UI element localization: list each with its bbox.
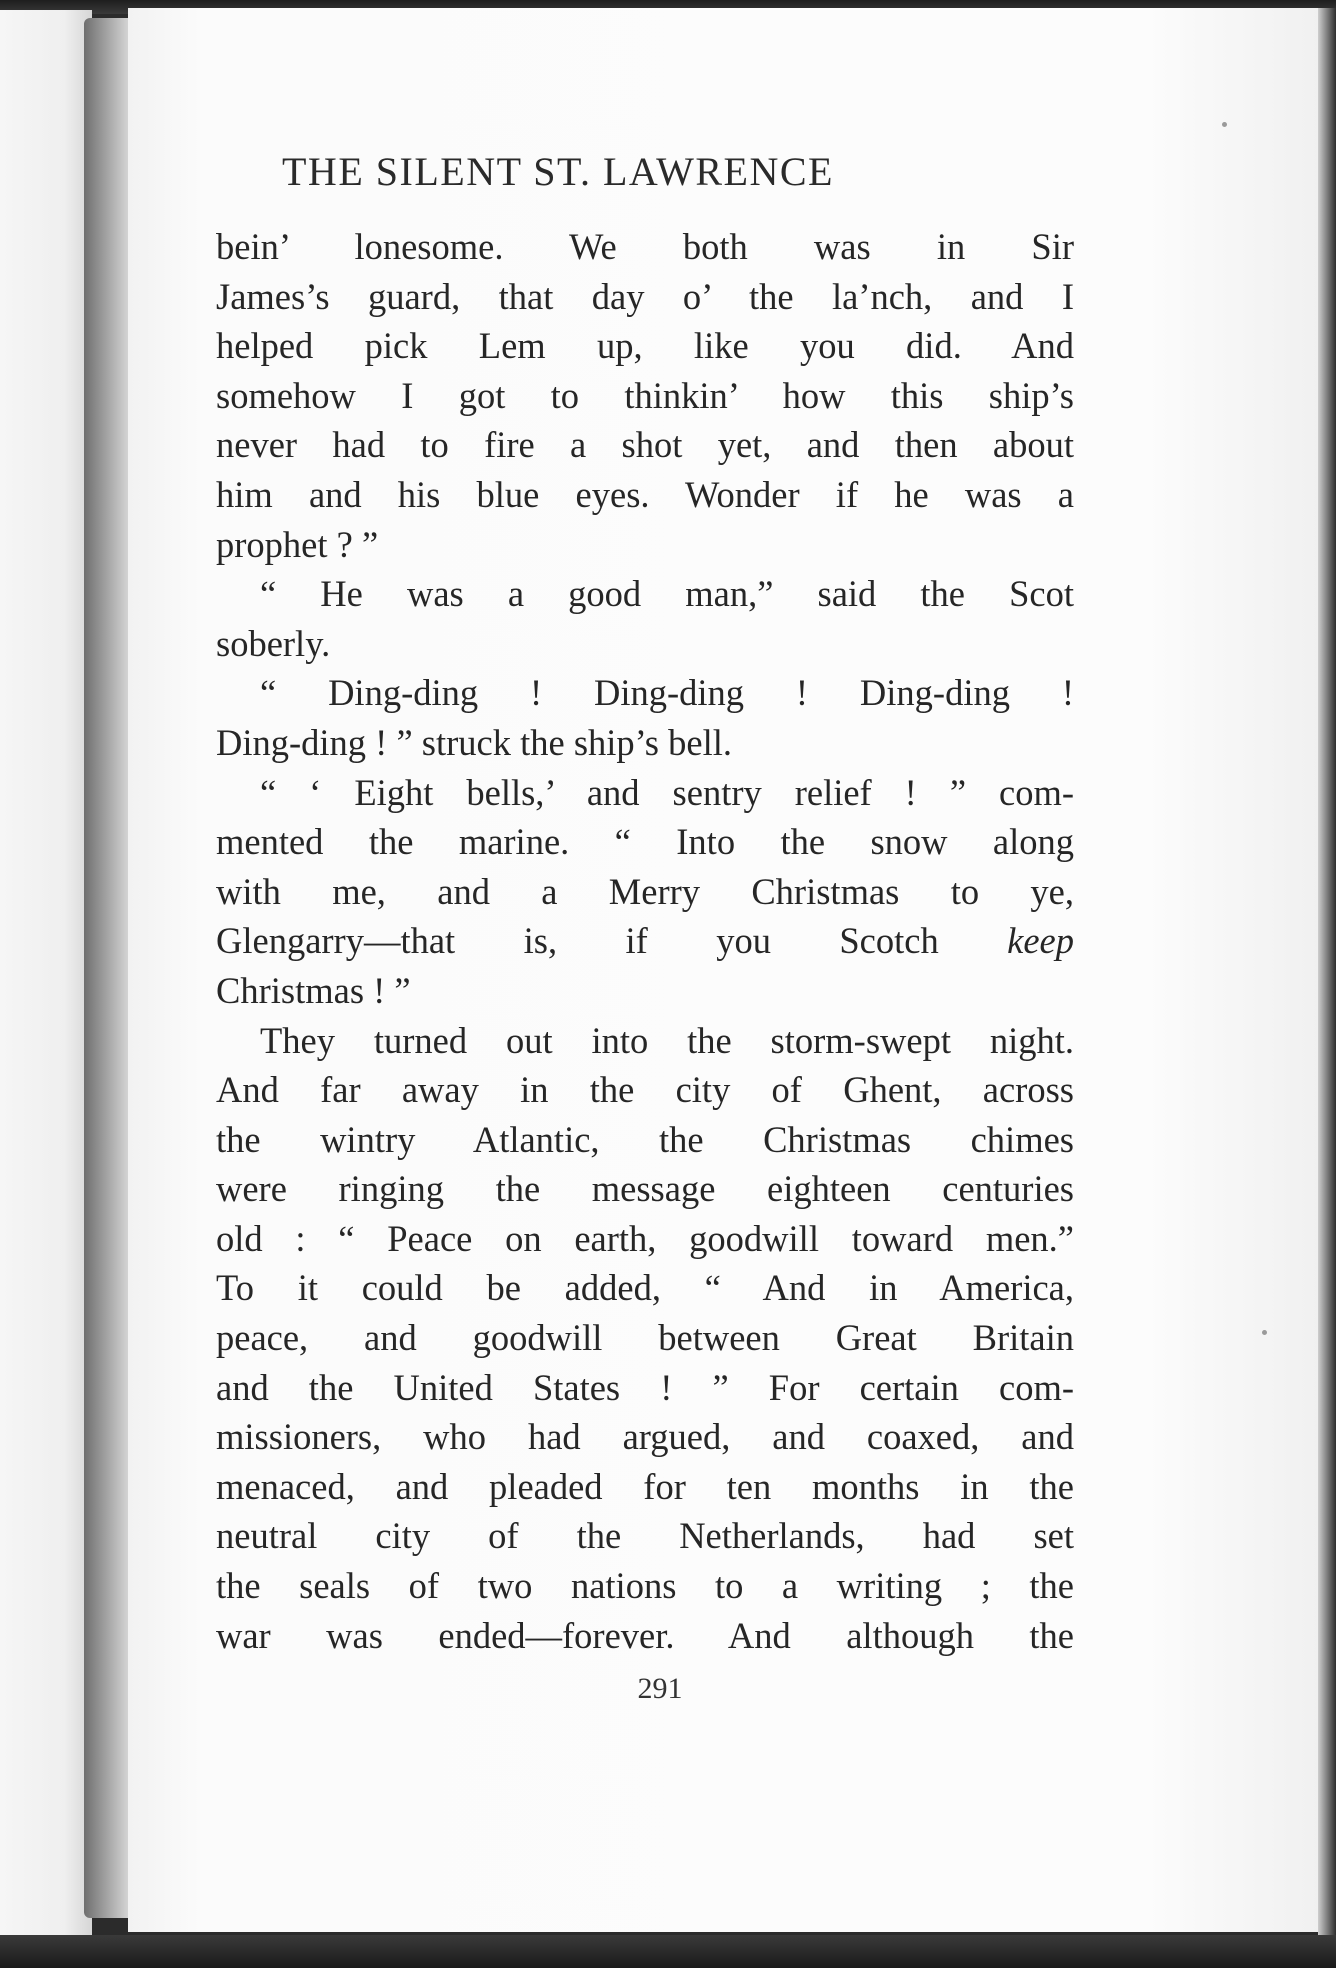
text-line: “ He was a good man,” said the Scot bbox=[260, 573, 1074, 615]
text-line: with me, and a Merry Christmas to ye, bbox=[216, 870, 1074, 912]
facing-page-edge bbox=[0, 10, 92, 1935]
text-line: the seals of two nations to a writing ; the bbox=[216, 1565, 1074, 1607]
paper-speck bbox=[1262, 1330, 1267, 1335]
text-line: helped pick Lem up, like you did. And bbox=[216, 325, 1074, 367]
running-head: THE SILENT ST. LAWRENCE bbox=[282, 149, 834, 194]
text-line: soberly. bbox=[216, 622, 331, 664]
text-line: never had to fire a shot yet, and then about bbox=[216, 424, 1074, 466]
text-line: the wintry Atlantic, the Christmas chimes bbox=[216, 1118, 1074, 1160]
text-line: and the United States ! ” For certain com- bbox=[216, 1366, 1074, 1408]
body-text bbox=[216, 222, 1074, 1660]
text-line: prophet ? ” bbox=[216, 523, 379, 565]
text-line: menaced, and pleaded for ten months in the bbox=[216, 1465, 1074, 1507]
text-line: Glengarry—that is, if you Scotch keep bbox=[216, 920, 1074, 962]
text-line: Ding-ding ! ” struck the ship’s bell. bbox=[216, 721, 732, 763]
page-right-edge-shadow bbox=[1318, 8, 1336, 1935]
text-line: missioners, who had argued, and coaxed, and bbox=[216, 1416, 1074, 1458]
text-line: “ Ding-ding ! Ding-ding ! Ding-ding ! bbox=[260, 672, 1074, 714]
text-line: And far away in the city of Ghent, across bbox=[216, 1069, 1074, 1111]
text-line: were ringing the message eighteen centuries bbox=[216, 1168, 1074, 1210]
text-line: Christmas ! ” bbox=[216, 969, 411, 1011]
text-line: peace, and goodwill between Great Britain bbox=[216, 1317, 1074, 1359]
page-number: 291 bbox=[637, 1672, 683, 1705]
italic-word: keep bbox=[1007, 920, 1074, 962]
text-line: old : “ Peace on earth, goodwill toward men.” bbox=[216, 1217, 1074, 1259]
scanner-bottom-edge bbox=[0, 1935, 1336, 1968]
text-line: war was ended—forever. And although the bbox=[216, 1614, 1074, 1656]
text-line: him and his blue eyes. Wonder if he was a bbox=[216, 473, 1074, 515]
text-line: James’s guard, that day o’ the la’nch, and I bbox=[216, 275, 1074, 317]
text-line: somehow I got to thinkin’ how this ship’s bbox=[216, 374, 1074, 416]
paper-speck bbox=[1222, 122, 1227, 127]
text-line: To it could be added, “ And in America, bbox=[216, 1267, 1074, 1309]
text-line: They turned out into the storm-swept night. bbox=[260, 1019, 1074, 1061]
text-line: “ ‘ Eight bells,’ and sentry relief ! ” com- bbox=[260, 771, 1074, 813]
text-line: bein’ lonesome. We both was in Sir bbox=[216, 226, 1074, 267]
text-line: neutral city of the Netherlands, had set bbox=[216, 1515, 1074, 1557]
text-line: mented the marine. “ Into the snow along bbox=[216, 821, 1074, 863]
